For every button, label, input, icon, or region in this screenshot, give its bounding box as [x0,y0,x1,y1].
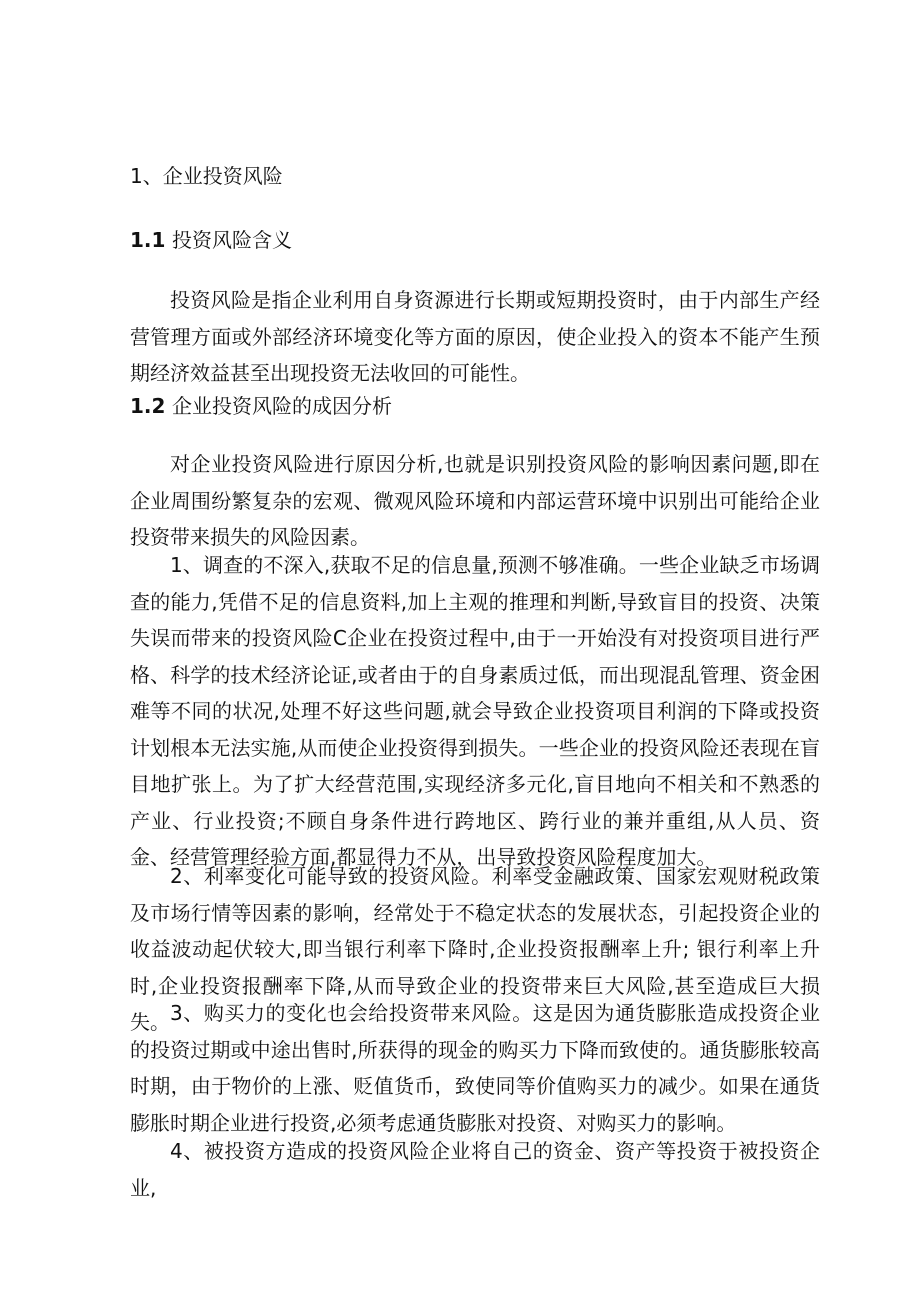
paragraph-cause-1: 1、调查的不深入,获取不足的信息量,预测不够准确。一些企业缺乏市场调查的能力,凭借不足的信息资料,加上主观的推理和判断,导致盲目的投资、决策失误而带来的投资风险C企业在投资过程中,由于一开始没有对投资项目进行严格、科学的技术经济论证,或者由于的自身素质过低，而出现混乱管理、资金困难等不同的状况,处理不好这些问题,就会导致企业投资项目利润的下降或投资计划根本无法实施,从而使企业投资得到损失。一些企业的投资风险还表现在盲目地扩张上。为了扩大经营范围,实现经济多元化,盲目地向不相关和不熟悉的产业、行业投资;不顾自身条件进行跨地区、跨行业的兼并重组,从人员、资金、经营管理经验方面,都显得力不从，出导致投资风险程度加大。 [130,553,820,869]
subsection-number: 1.2 [130,394,166,418]
paragraph-definition: 投资风险是指企业利用自身资源进行长期或短期投资时，由于内部生产经营管理方面或外部经济环境变化等方面的原因，使企业投入的资本不能产生预期经济效益甚至出现投资无法收回的可能性。 [130,288,820,385]
subsection-number: 1.1 [130,228,166,252]
subsection-heading-1-1 [130,224,292,256]
subsection-title: 企业投资风险的成因分析 [172,394,392,418]
paragraph-cause-intro: 对企业投资风险进行原因分析,也就是识别投资风险的影响因素问题,即在企业周围纷繁复杂的宏观、微观风险环境和内部运营环境中识别出可能给企业投资带来损失的风险因素。 [130,452,820,549]
paragraph-cause-2: 2、利率变化可能导致的投资风险。利率受金融政策、国家宏观财税政策及市场行情等因素的影响，经常处于不稳定状态的发展状态，引起投资企业的收益波动起伏较大,即当银行利率下降时,企业投资报酬率上升; 银行利率上升时,企业投资报酬率下降,从而导致企业的投资带来巨大风险,甚至造成巨大损失。 [130,864,820,1034]
subsection-title: 投资风险含义 [172,228,292,252]
paragraph-cause-3: 3、购买力的变化也会给投资带来风险。这是因为通货膨胀造成投资企业的投资过期或中途出售时,所获得的现金的购买力下降而致使的。通货膨胀较高时期，由于物价的上涨、贬值货币，致使同等价值购买力的减少。如果在通货膨胀时期企业进行投资,必须考虑通货膨胀对投资、对购买力的影响。 [130,1001,820,1135]
paragraph-cause-4: 4、被投资方造成的投资风险企业将自己的资金、资产等投资于被投资企业, [130,1139,820,1200]
section-title: 1、企业投资风险 [130,164,283,188]
subsection-heading-1-2 [130,390,392,422]
